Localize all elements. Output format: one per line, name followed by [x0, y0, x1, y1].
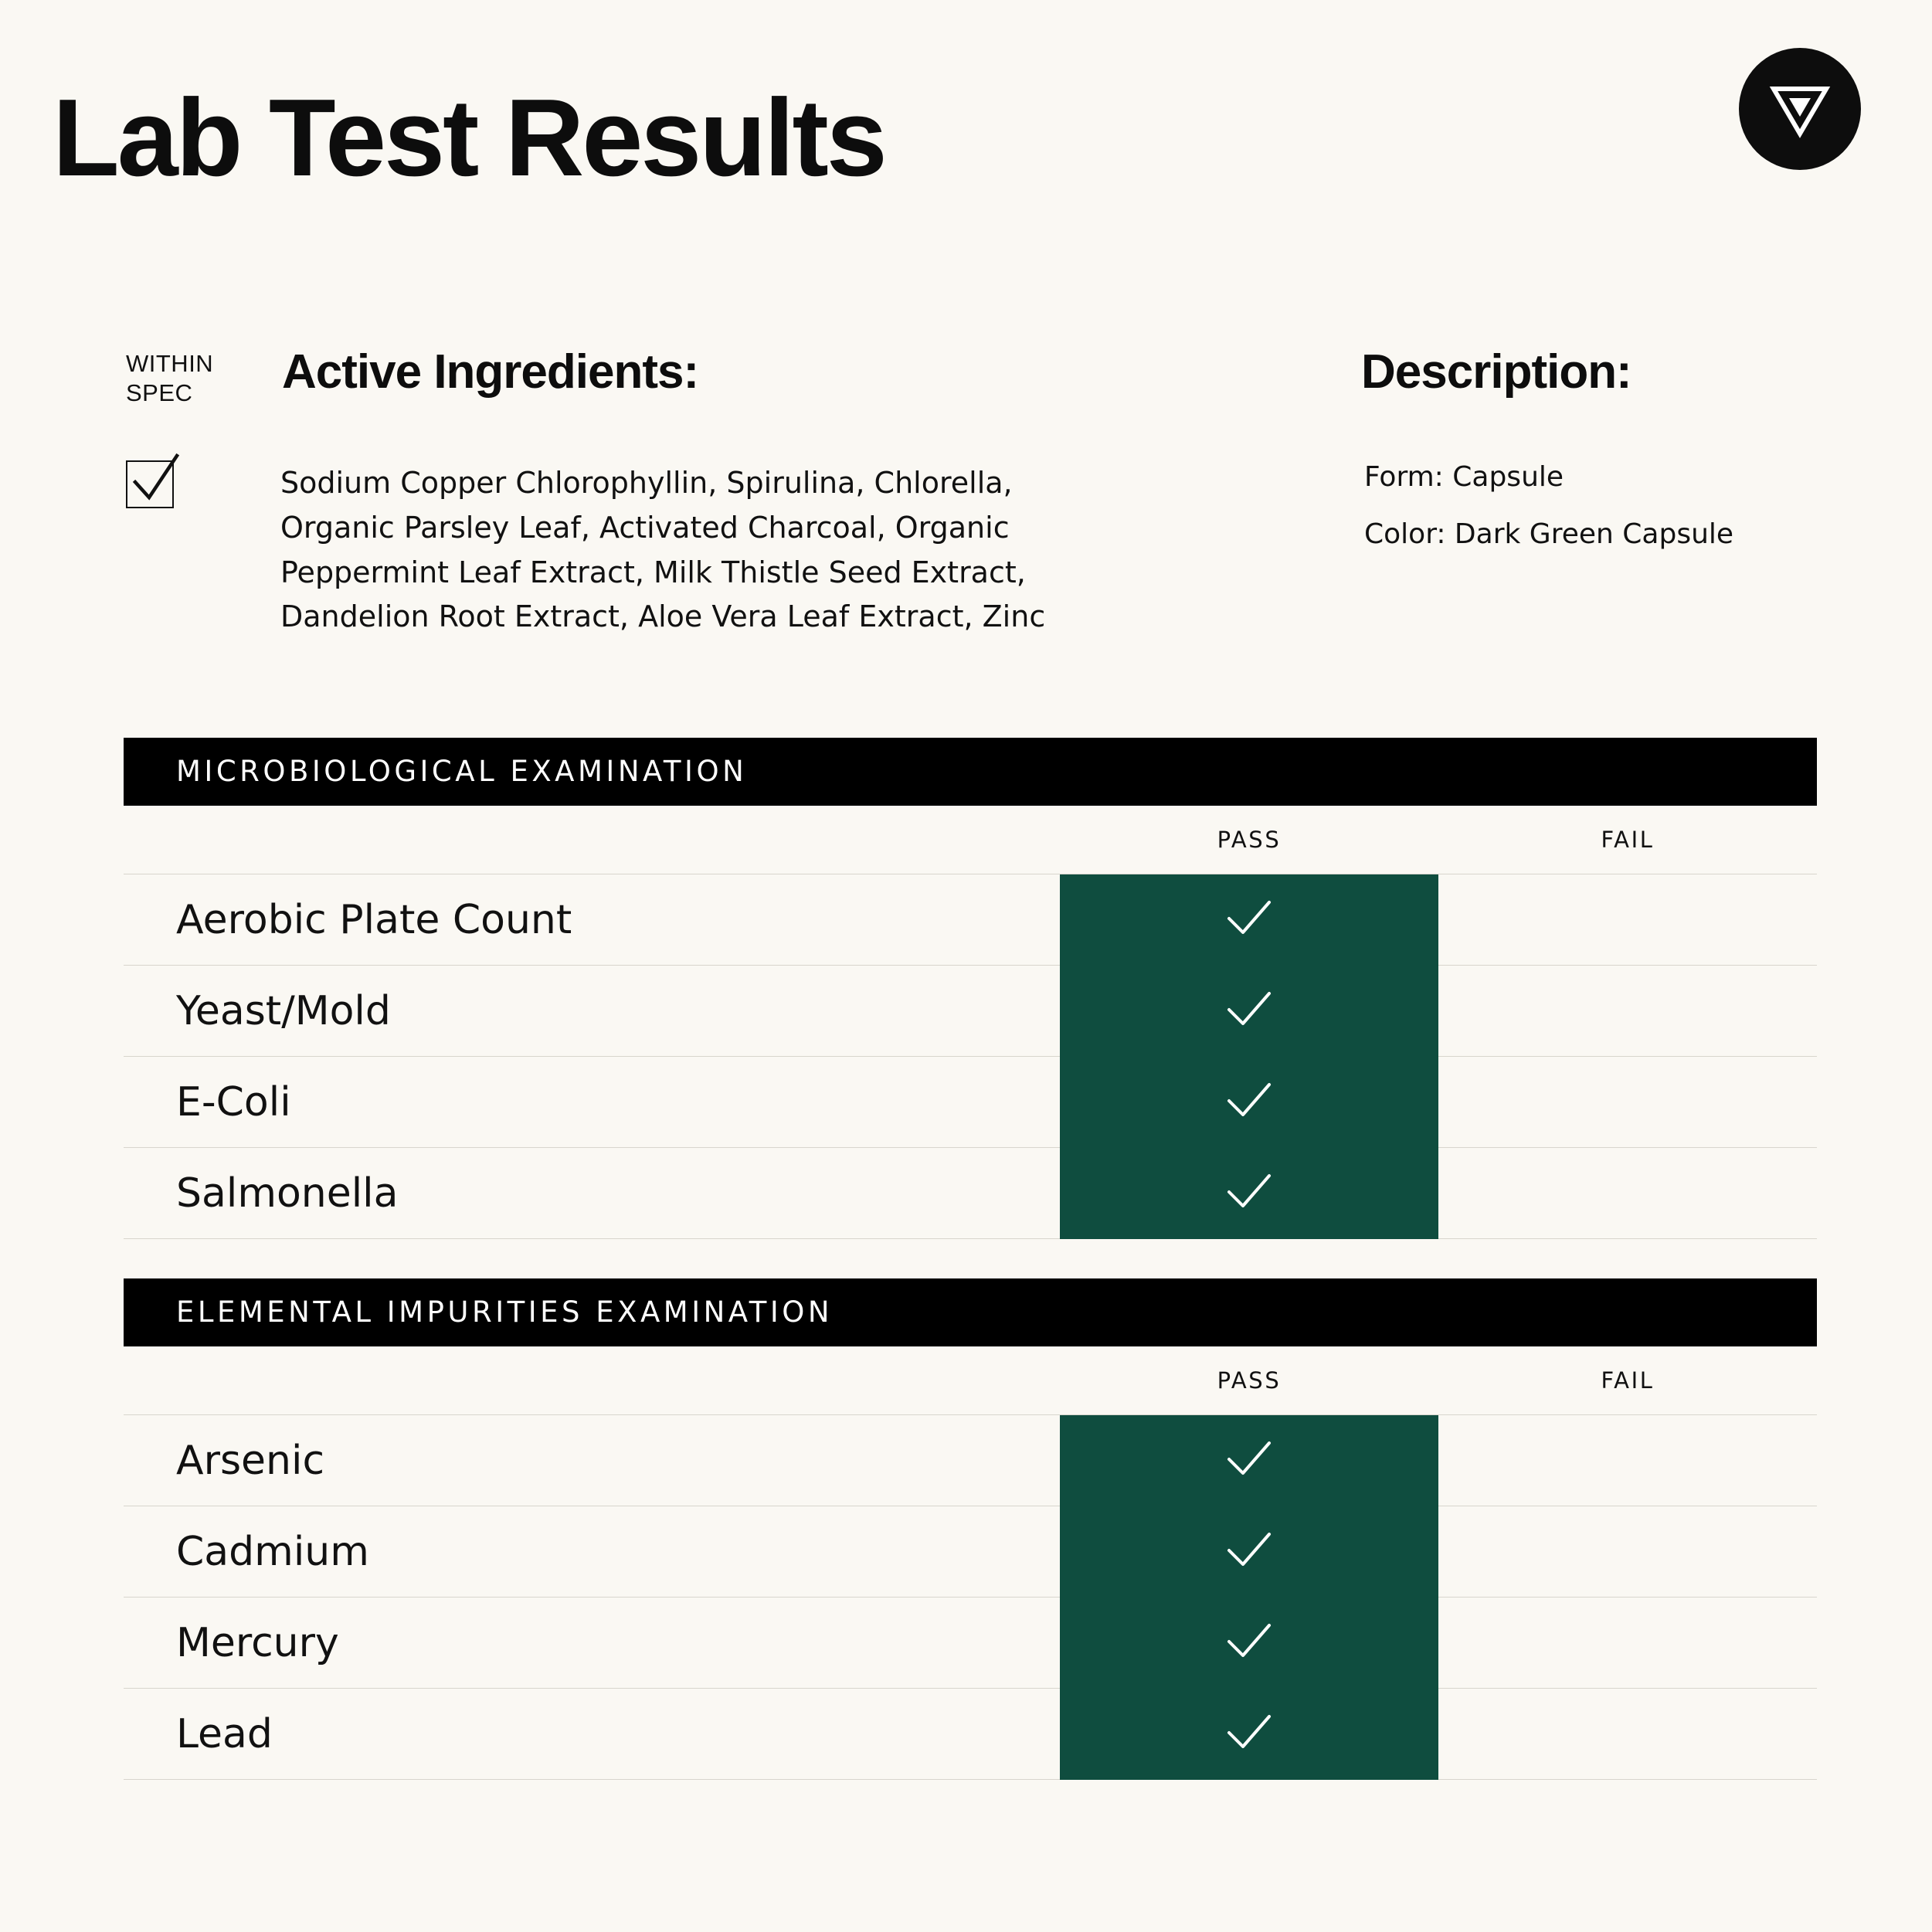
test-name: Salmonella — [124, 1148, 1060, 1239]
test-name: Arsenic — [124, 1415, 1060, 1506]
pass-cell[interactable] — [1060, 1506, 1438, 1598]
table-row — [124, 874, 1817, 966]
within-spec-label-line2: SPEC — [126, 379, 193, 406]
fail-cell[interactable] — [1438, 1415, 1817, 1506]
elemental-section-title: ELEMENTAL IMPURITIES EXAMINATION — [124, 1278, 1817, 1346]
checkmark-icon — [1224, 1171, 1274, 1213]
fail-cell[interactable] — [1438, 1148, 1817, 1239]
section-header-row — [124, 738, 1817, 806]
fail-cell[interactable] — [1438, 1506, 1817, 1598]
table-row — [124, 1148, 1817, 1239]
section-header-row — [124, 1278, 1817, 1346]
within-spec-checkbox[interactable] — [126, 460, 174, 508]
table-row — [124, 1689, 1817, 1780]
fail-cell[interactable] — [1438, 1057, 1817, 1148]
within-spec-label-line1: WITHIN — [126, 350, 214, 377]
description-heading: Description: — [1361, 345, 1632, 399]
pass-cell[interactable] — [1060, 966, 1438, 1057]
fail-cell[interactable] — [1438, 966, 1817, 1057]
table-row — [124, 1057, 1817, 1148]
table-row — [124, 1506, 1817, 1598]
page-title: Lab Test Results — [53, 76, 885, 199]
column-header-fail: FAIL — [1438, 1346, 1817, 1415]
pass-cell[interactable] — [1060, 1415, 1438, 1506]
checkmark-icon — [1224, 989, 1274, 1031]
checkmark-icon — [1224, 1438, 1274, 1480]
fail-cell[interactable] — [1438, 1598, 1817, 1689]
column-header-blank — [124, 1346, 1060, 1415]
fail-cell[interactable] — [1438, 1689, 1817, 1780]
test-name: Yeast/Mold — [124, 966, 1060, 1057]
test-name: Aerobic Plate Count — [124, 874, 1060, 966]
checkmark-icon — [1224, 1621, 1274, 1662]
column-header-row — [124, 1346, 1817, 1415]
checkmark-icon — [1224, 1530, 1274, 1571]
column-header-fail: FAIL — [1438, 806, 1817, 874]
microbiological-section-title: MICROBIOLOGICAL EXAMINATION — [124, 738, 1817, 806]
test-name: Lead — [124, 1689, 1060, 1780]
microbiological-table — [124, 738, 1817, 1239]
column-header-row — [124, 806, 1817, 874]
pass-cell[interactable] — [1060, 1598, 1438, 1689]
description-form: Form: Capsule — [1364, 461, 1564, 493]
description-color: Color: Dark Green Capsule — [1364, 518, 1734, 550]
test-name: Mercury — [124, 1598, 1060, 1689]
pass-cell[interactable] — [1060, 1689, 1438, 1780]
elemental-impurities-table — [124, 1278, 1817, 1780]
pass-cell[interactable] — [1060, 874, 1438, 966]
pass-cell[interactable] — [1060, 1057, 1438, 1148]
checkmark-icon — [1224, 898, 1274, 939]
pass-cell[interactable] — [1060, 1148, 1438, 1239]
triangle-logo-icon — [1739, 48, 1861, 170]
active-ingredients-heading: Active Ingredients: — [282, 345, 699, 399]
checkmark-icon — [1224, 1712, 1274, 1754]
within-spec-label — [126, 349, 242, 408]
active-ingredients-list: Sodium Copper Chlorophyllin, Spirulina, Chlorella, Organic Parsley Leaf, Activated Charcoal, Organic Peppermint Leaf Extract, Milk Thistle Seed Extract, Dandelion Root Extract, Aloe Vera Leaf Extract, Zinc — [280, 466, 1046, 634]
table-row — [124, 1598, 1817, 1689]
checkmark-icon — [1224, 1080, 1274, 1122]
table-row — [124, 1415, 1817, 1506]
column-header-blank — [124, 806, 1060, 874]
fail-cell[interactable] — [1438, 874, 1817, 966]
column-header-pass: PASS — [1060, 806, 1438, 874]
test-name: Cadmium — [124, 1506, 1060, 1598]
table-row — [124, 966, 1817, 1057]
test-name: E-Coli — [124, 1057, 1060, 1148]
column-header-pass: PASS — [1060, 1346, 1438, 1415]
